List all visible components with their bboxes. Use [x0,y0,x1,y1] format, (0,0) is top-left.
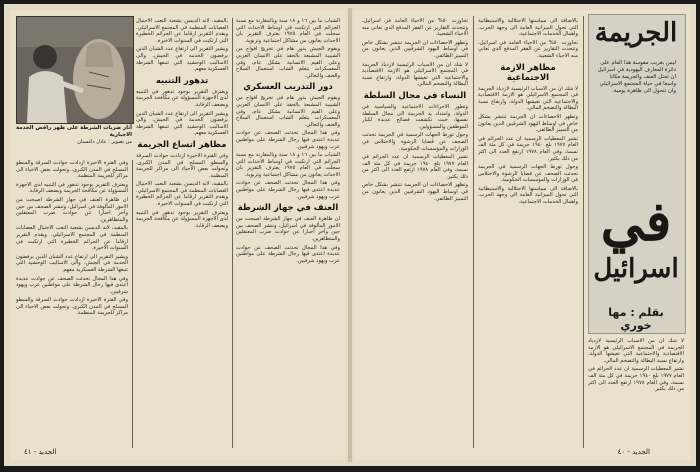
spine-gutter [348,8,352,462]
article-title: الجريمة [594,18,678,48]
magazine-spread [4,4,696,466]
column-rule [473,16,474,448]
left-column-2: بالمقيد، لانه الديسن بشعبة التعب الاحتيال العصابات المنظمة في المجتمع الاسرائيلي. ويقدم التقرير ارقاما عن الجرائم الخطيرة التي ارتكبت في السنوات الاخيرة. ويشير التقرير الى ارتفاع عدد الشبان الذين يرفضون الخدمة في الجيش، والى الاساليب الوحشية التي تتبعها الشرطة العسكرية معهم. تدهور التنبيه ويعترف التقرير بوجود تدهور في التنبيه لدى الاجهزة المسؤولة عن مكافحة الجريمة وبضعف الرقابة. ويشير التقرير الى ارتفاع عدد الشبان الذين يرفضون الخدمة في الجيش، والى الاساليب الوحشية التي تتبعها الشرطة العسكرية معهم. مظاهر اتساع الجريمة وفي الفترة الاخيرة ازدادت حوادث السرقة والسطو المسلح في المدن الكبرى، وتحولت بعض الاحياء الى مراكز للجريمة المنظمة. بالمقيد، لانه الديسن بشعبة التعب الاحتيال العصابات المنظمة في المجتمع الاسرائيلي. ويقدم التقرير ارقاما عن الجرائم الخطيرة التي ارتكبت في السنوات الاخيرة. ويعترف التقرير بوجود تدهور في التنبيه لدى الاجهزة المسؤولة عن مكافحة الجريمة وبضعف الرقابة. [136,18,228,229]
politics-crime-heading: النساء في مجال السلطة [363,90,467,101]
article-byline: بقلم : مها خوري [608,306,664,332]
right-column-under-title: لا شك ان من الاسباب الرئيسية لازدياد الجريمة في المجتمع الاسرائيلي هو الازمة الاقتصادية والاجتماعية التي تعيشها الدولة، وارتفاع نسبة البطالة والتضخم المالي. تشير المعطيات الرسمية ان عدد الجرائم في العام ١٩٧٧ بلغ ١٩٤٠ جريمة في كل مئة الف نسمة، وفي العام ١٩٧٨ ارتفع العدد الى اكثر من ذلك بكثير. [588,338,684,393]
left-column-1: الشباب ما بين ١٦ و ١٨ سنة وبالمقارنة مع نسبة الجرائم التي ارتكبت في اوساط الاحداث التي سجلت في العام ١٩٧٥ يعترف التقرير بان الاحداث يعانون من مشاكل اجتماعية وتربوية. ويقوم الجيش بدور هام في تخريج افواج من الشبيبة المشبعة بالحقد على الانسان العربي وعلى القيم الانسانية بشكل عام، وفي المعسكرات يتعلم الشاب استعمال السلاح والعنف والتعالي. دور التدريب العسكري ويقوم الجيش بدور هام في تخريج افواج من الشبيبة المشبعة بالحقد على الانسان العربي وعلى القيم الانسانية بشكل عام، وفي المعسكرات يتعلم الشاب استعمال السلاح والعنف والتعالي. وفي هذا المجال تحدثت الصحف عن حوادث عديدة اعتدى فيها رجال الشرطة على مواطنين عرب ويهود شرقيين. الشباب ما بين ١٦ و ١٨ سنة وبالمقارنة مع نسبة الجرائم التي ارتكبت في اوساط الاحداث التي سجلت في العام ١٩٧٥ يعترف التقرير بان الاحداث يعانون من مشاكل اجتماعية وتربوية. وفي هذا المجال تحدثت الصحف عن حوادث عديدة اعتدى فيها رجال الشرطة على مواطنين عرب ويهود شرقيين. العنف في جهاز الشرطة ان ظاهرة العنف في جهاز الشرطة اصبحت من الامور المألوفة في اسرائيل، وتنشر الصحف بين حين وآخر اخبارا عن حوادث ضرب المعتقلين والمتظاهرين. وفي هذا المجال تحدثت الصحف عن حوادث عديدة اعتدى فيها رجال الشرطة على مواطنين عرب ويهود شرقيين. [236,18,340,264]
social-crisis-heading: مظاهر الازمة الاجتماعية [500,62,556,83]
police-violence-heading: العنف في جهاز الشرطة [237,203,339,214]
right-column-middle: بالاضافة الى سياستها الاحتلالية والاستيطانية التي تحول الميزانية العامة الى وجهة الحرب، واهمال الخدمات الاجتماعية. تجاوزت ٥٠% من الاحياء العامة في اسرائيل، وتتحدث التقارير عن الفقر المدقع الذي تعاني منه الاحياء الشعبية. مظاهر الازمة الاجتماعية لا شك ان من الاسباب الرئيسية لازدياد الجريمة في المجتمع الاسرائيلي هو الازمة الاقتصادية والاجتماعية التي تعيشها الدولة، وارتفاع نسبة البطالة والتضخم المالي. وتظهر الاحصاءات ان الجريمة تنتشر بشكل خاص في اوساط اليهود الشرقيين الذين يعانون من التمييز الطائفي. تشير المعطيات الرسمية ان عدد الجرائم في العام ١٩٧٧ بلغ ١٩٤٠ جريمة في كل مئة الف نسمة، وفي العام ١٩٧٨ ارتفع العدد الى اكثر من ذلك بكثير. وحول تورط الجهات الرسمية في الجريمة تحدثت الصحف عن قضايا الرشوة والاختلاس في الوزارات والمؤسسات الحكومية. بالاضافة الى سياستها الاحتلالية والاستيطانية التي تحول الميزانية العامة الى وجهة الحرب، واهمال الخدمات الاجتماعية. [478,18,578,206]
title-in: في [600,189,672,253]
right-column-left: تجاوزت ٥٠% من الاحياء العامة في اسرائيل، وتتحدث التقارير عن الفقر المدقع الذي تعاني منه الاحياء الشعبية. وتظهر الاحصاءات ان الجريمة تنتشر بشكل خاص في اوساط اليهود الشرقيين الذين يعانون من التمييز الطائفي. لا شك ان من الاسباب الرئيسية لازدياد الجريمة في المجتمع الاسرائيلي هو الازمة الاقتصادية والاجتماعية التي تعيشها الدولة، وارتفاع نسبة البطالة والتضخم المالي. النساء في مجال السلطة وتطور الاجراءات الاجتماعية والسياسية في الدولة، وامتداد يد الجريمة الى مجال السلطة نفسها، حيث تكشفت فضائح عديدة لكبار الموظفين والمسؤولين. وحول تورط الجهات الرسمية في الجريمة تحدثت الصحف عن قضايا الرشوة والاختلاس في الوزارات والمؤسسات الحكومية. تشير المعطيات الرسمية ان عدد الجرائم في العام ١٩٧٧ بلغ ١٩٤٠ جريمة في كل مئة الف نسمة، وفي العام ١٩٧٨ ارتفع العدد الى اكثر من ذلك بكثير. وتظهر الاحصاءات ان الجريمة تنتشر بشكل خاص في اوساط اليهود الشرقيين الذين يعانون من التمييز الطائفي. [362,18,468,202]
page-number-right: الجديد - ٤٠ [617,448,650,456]
column-rule [232,18,233,448]
police-beating-photo [16,16,134,124]
page-number-left: الجديد - ٤١ [24,448,57,456]
column-rule [132,160,133,448]
photo-illustration-icon [17,17,133,123]
alarm-heading: تدهور التنبيه [155,75,209,86]
article-lead: ليس بغريب مقوسة هذا العام على دائرة المعارف اليهودية في اسرائيل ان تحتل العنف والجريمة مكانا واسعا في حياة المجتمع الاسرائيلي وان تتحول الى ظاهرة يومية. [597,60,676,94]
right-page [354,10,690,460]
column-rule [583,16,584,448]
left-column-3: وفي الفترة الاخيرة ازدادت حوادث السرقة والسطو المسلح في المدن الكبرى، وتحولت بعض الاحياء الى مراكز للجريمة المنظمة. ويعترف التقرير بوجود تدهور في التنبيه لدى الاجهزة المسؤولة عن مكافحة الجريمة وبضعف الرقابة. ان ظاهرة العنف في جهاز الشرطة اصبحت من الامور المألوفة في اسرائيل، وتنشر الصحف بين حين وآخر اخبارا عن حوادث ضرب المعتقلين والمتظاهرين. بالمقيد، لانه الديسن بشعبة التعب الاحتيال العصابات المنظمة في المجتمع الاسرائيلي. ويقدم التقرير ارقاما عن الجرائم الخطيرة التي ارتكبت في السنوات الاخيرة. ويشير التقرير الى ارتفاع عدد الشبان الذين يرفضون الخدمة في الجيش، والى الاساليب الوحشية التي تتبعها الشرطة العسكرية معهم. وفي هذا المجال تحدثت الصحف عن حوادث عديدة اعتدى فيها رجال الشرطة على مواطنين عرب ويهود شرقيين. وفي الفترة الاخيرة ازدادت حوادث السرقة والسطو المسلح في المدن الكبرى، وتحولت بعض الاحياء الى مراكز للجريمة المنظمة. [16,160,128,317]
photo-caption: آثار ضربات الشرطة على ظهر رافض الخدمة الاجبارية من تصوير : عادل داغستان [16,125,132,145]
crime-spread-heading: مظاهر اتساع الجريمة [137,139,227,150]
left-page [10,10,346,460]
title-israel: اسرائيل [593,254,679,284]
military-induction-heading: دور التدريب العسكري [243,82,333,93]
